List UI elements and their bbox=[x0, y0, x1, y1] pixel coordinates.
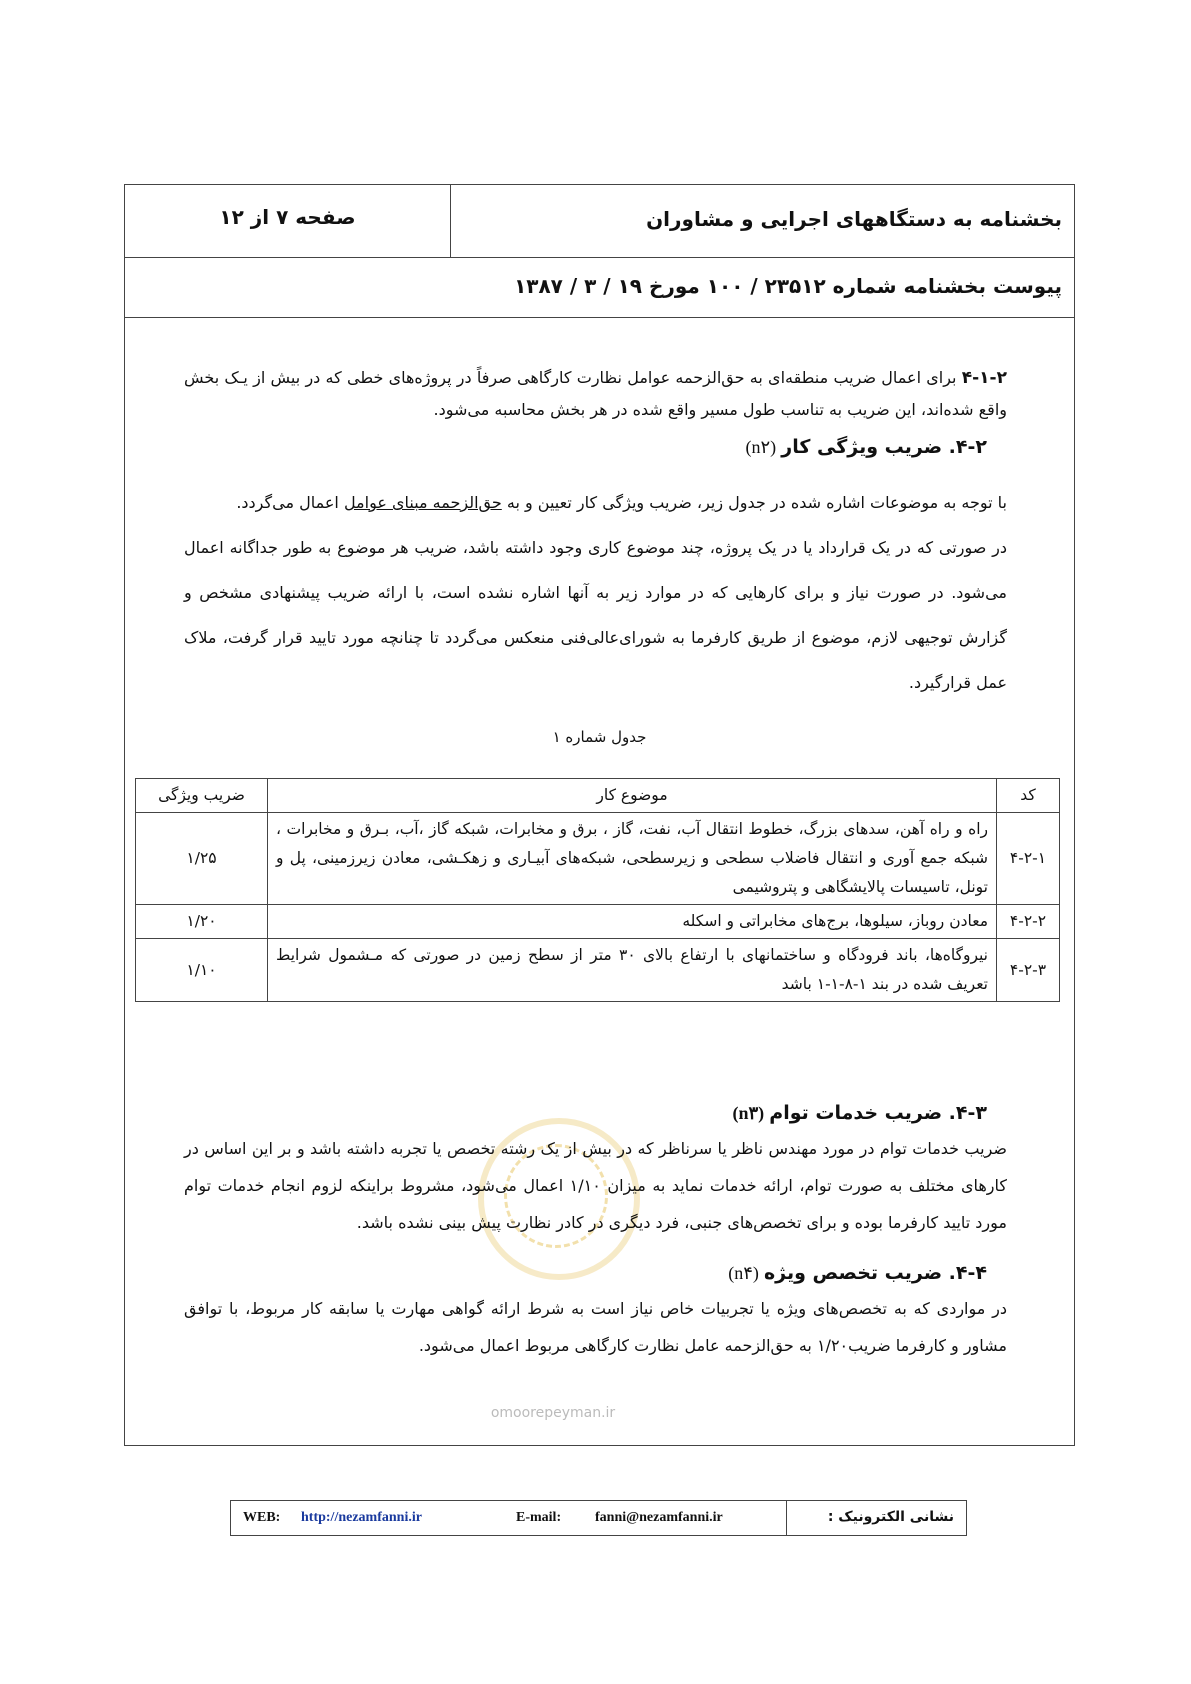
table-row bbox=[136, 813, 1060, 905]
header-row bbox=[125, 185, 1074, 258]
work-type-table bbox=[135, 778, 1060, 1002]
header-factor: ضریب ویژگی bbox=[136, 779, 268, 813]
section-4-1-2 bbox=[40, 362, 1151, 425]
row-factor: ۱/۲۰ bbox=[136, 905, 268, 939]
table-row bbox=[136, 905, 1060, 939]
row-code: ۴-۲-۲ bbox=[997, 905, 1060, 939]
paragraph-text: ضریب خدمات توام در مورد مهندس ناظر یا سرناظر که در بیش از یک رشته تخصص یا تجربه داشته باشد و بر این اساس در کارهای مختلف به صورت توام، ارائه خدمات نماید به میزان ۱/۱۰ اعمال می‌شود، مشروط براینکه لزوم انجام خدمات توام مورد تایید کارفرما بوده و برای تخصص‌های جنبی، فرد دیگری در کادر نظارت پیش بینی نشده باشد. bbox=[184, 1139, 1008, 1232]
header-subject: موضوع کار bbox=[268, 779, 997, 813]
section-4-2-body bbox=[40, 480, 1151, 705]
paragraph-text: با توجه به موضوعات اشاره شده در جدول زیر، ضریب ویژگی کار تعیین و به bbox=[501, 493, 1007, 512]
row-subject: نیروگاه‌ها، باند فرودگاه و ساختمانهای با ارتفاع بالای ۳۰ متر از سطح زمین در صورتی که مـشمول شرایط تعریف شده در بند ۱-۸-۱-۱ باشد bbox=[268, 939, 997, 1002]
footer-contact bbox=[230, 1500, 967, 1536]
row-code: ۴-۲-۱ bbox=[997, 813, 1060, 905]
section-symbol: (n۲) bbox=[745, 437, 777, 457]
email-link[interactable]: fanni@nezamfanni.ir bbox=[595, 1510, 723, 1525]
row-subject: معادن روباز، سیلوها، برج‌های مخابراتی و اسکله bbox=[268, 905, 997, 939]
table-caption: جدول شماره ۱ bbox=[552, 728, 647, 746]
row-subject: راه و راه آهن، سدهای بزرگ، خطوط انتقال آب، نفت، گاز ، برق و مخابرات، شبکه گاز ،آب، بـرق و مخابرات ، شبکه جمع آوری و انتقال فاضلاب سطحی و زیرسطحی، شبکه‌های آبیـاری و زهکـشی، معادن زیرزمینی، پل و تونل، تاسیسات پالایشگاهی و پتروشیمی bbox=[268, 813, 997, 905]
section-4-3 bbox=[40, 1102, 1151, 1241]
section-heading: ۴-۴. ضریب تخصص ویژه bbox=[763, 1262, 987, 1284]
underlined-term: حق‌الزحمه مبنای عوامل bbox=[343, 493, 502, 512]
attachment-row bbox=[125, 257, 1074, 318]
electronic-address-label: نشانی الکترونیک : bbox=[827, 1509, 954, 1525]
email-label: E-mail: bbox=[516, 1510, 562, 1525]
clause-text: برای اعمال ضریب منطقه‌ای به حق‌الزحمه عوامل نظارت کارگاهی صرفاً در پروژه‌های خطی که در بیش از یـک بخش واقع شده‌اند، این ضریب به تناسب طول مسیر واقع شده در هر بخش محاسبه می‌شود. bbox=[184, 368, 1007, 419]
paragraph-text: در مواردی که به تخصص‌های ویژه یا تجربیات خاص نیاز است به شرط ارائه گواهی مهارت یا سابقه کار مربوط، با توافق مشاور و کارفرما ضریب۱/۲۰ به حق‌الزحمه عامل نظارت کارگاهی مربوط اعمال می‌شود. bbox=[184, 1299, 1007, 1355]
section-heading: ۴-۲. ضریب ویژگی کار bbox=[781, 436, 987, 458]
table-row bbox=[136, 939, 1060, 1002]
footer-divider bbox=[786, 1501, 787, 1535]
table-header-row bbox=[136, 779, 1060, 813]
paragraph-text: در صورتی که در یک قرارداد یا در یک پروژه، چند موضوع کاری وجود داشته باشد، ضریب هر موضوع به طور جداگانه اعمال می‌شود. در صورت نیاز و برای کارهایی که در موارد زیر به آنها اشاره نشده است، با ارائه ضریب پیشنهادی مشخص و گزارش توجیهی لازم، موضوع از طریق کارفرما به شورای‌عالی‌فنی منعکس می‌گردد تا چنانچه مورد تایید قرار گرفت، ملاک عمل قرارگیرد. bbox=[184, 538, 1007, 692]
attachment-title: پیوست بخشنامه شماره ۲۳۵۱۲ / ۱۰۰ مورخ ۱۹ / ۳ / ۱۳۸۷ bbox=[514, 274, 1062, 298]
section-symbol: (n۴) bbox=[728, 1263, 759, 1283]
clause-number: ۴-۱-۲ bbox=[961, 368, 1007, 388]
web-link[interactable]: http://nezamfanni.ir bbox=[301, 1510, 422, 1525]
row-factor: ۱/۱۰ bbox=[136, 939, 268, 1002]
row-factor: ۱/۲۵ bbox=[136, 813, 268, 905]
row-code: ۴-۲-۳ bbox=[997, 939, 1060, 1002]
watermark-text: omoorepeyman.ir bbox=[490, 1405, 616, 1421]
section-heading: ۴-۳. ضریب خدمات توام bbox=[769, 1102, 987, 1124]
section-4-4 bbox=[40, 1262, 1151, 1364]
circular-title: بخشنامه به دستگاههای اجرایی و مشاوران bbox=[646, 207, 1062, 231]
web-label: WEB: bbox=[243, 1510, 281, 1525]
header-code: کد bbox=[997, 779, 1060, 813]
header-divider bbox=[450, 185, 451, 257]
paragraph-text: اعمال می‌گردد. bbox=[236, 493, 344, 512]
section-symbol: (n۳) bbox=[732, 1103, 765, 1123]
section-4-2-heading bbox=[40, 436, 1151, 458]
page-number: صفحه ۷ از ۱۲ bbox=[219, 205, 356, 229]
